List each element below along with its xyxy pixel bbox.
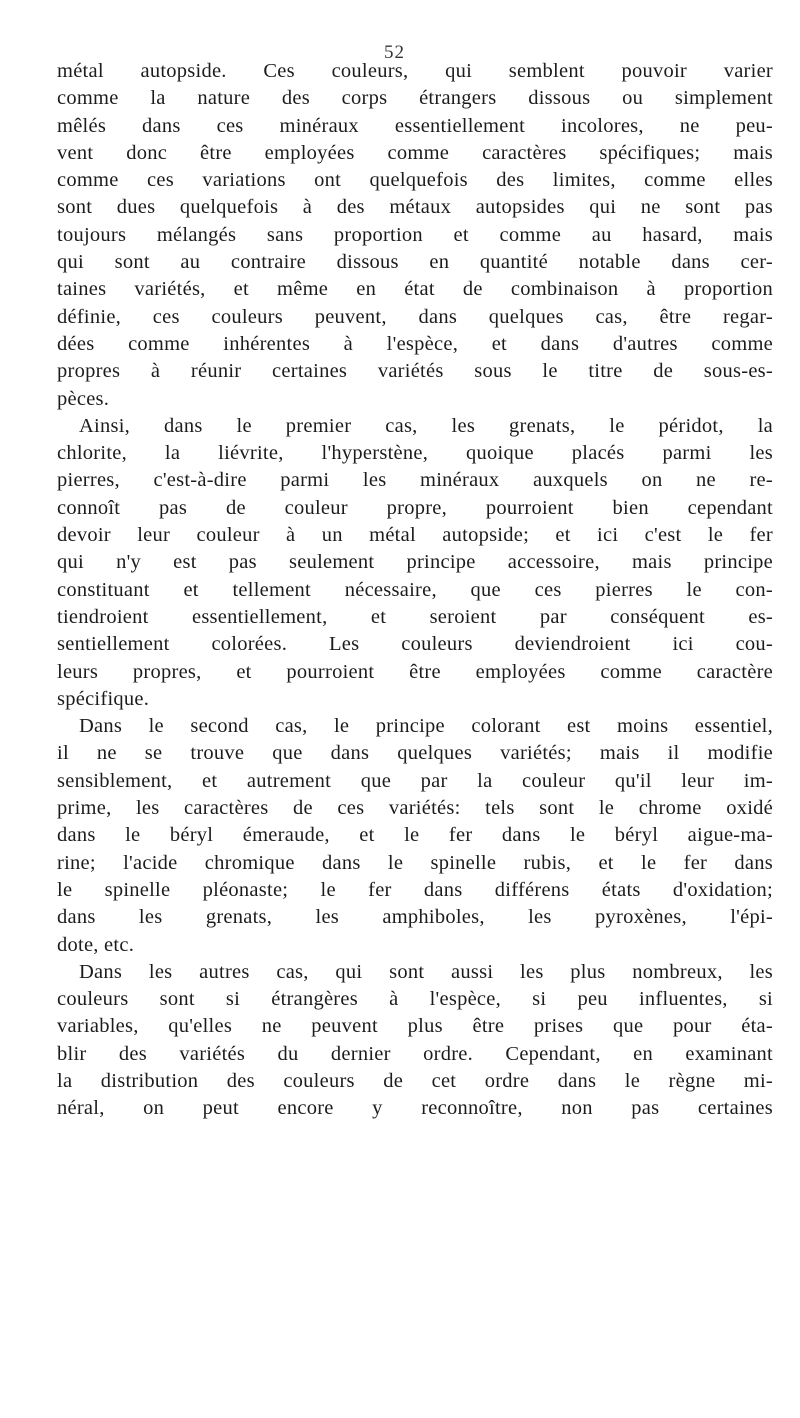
text-line: propres à réunir certaines variétés sous le titre de sous-es-	[57, 360, 773, 383]
text-line: vent donc être employées comme caractères spécifiques; mais	[57, 141, 773, 164]
body-text	[57, 58, 773, 1123]
text-line: Ainsi, dans le premier cas, les grenats, le péridot, la	[79, 414, 773, 437]
text-line: métal autopside. Ces couleurs, qui semblent pouvoir varier	[57, 60, 773, 82]
text-line: Dans le second cas, le principe colorant est moins essentiel,	[79, 715, 773, 738]
text-line: variables, qu'elles ne peuvent plus être prises que pour éta-	[57, 1015, 773, 1038]
text-line: dées comme inhérentes à l'espèce, et dans d'autres comme	[57, 332, 773, 355]
text-line: pèces.	[57, 387, 110, 410]
text-line: dans les grenats, les amphiboles, les pyroxènes, l'épi-	[57, 906, 773, 929]
page-number: 52	[384, 42, 405, 63]
text-line: définie, ces couleurs peuvent, dans quelques cas, être regar-	[57, 305, 773, 328]
text-line: comme ces variations ont quelquefois des limites, comme elles	[57, 169, 773, 192]
text-line: sentiellement colorées. Les couleurs deviendroient ici cou-	[57, 633, 773, 656]
text-line: sont dues quelquefois à des métaux autopsides qui ne sont pas	[57, 196, 773, 219]
text-line: devoir leur couleur à un métal autopside; et ici c'est le fer	[57, 524, 773, 547]
text-line: la distribution des couleurs de cet ordre dans le règne mi-	[57, 1069, 773, 1092]
text-line: tiendroient essentiellement, et seroient par conséquent es-	[57, 605, 773, 628]
text-line: Dans les autres cas, qui sont aussi les plus nombreux, les	[79, 960, 773, 983]
text-line: qui n'y est pas seulement principe accessoire, mais principe	[57, 551, 773, 574]
text-line: toujours mélangés sans proportion et comme au hasard, mais	[57, 223, 773, 246]
text-line: le spinelle pléonaste; le fer dans différens états d'oxidation;	[57, 878, 773, 901]
text-line: il ne se trouve que dans quelques variétés; mais il modifie	[57, 742, 773, 765]
text-line: connoît pas de couleur propre, pourroient bien cependant	[57, 496, 773, 519]
text-line: leurs propres, et pourroient être employées comme caractère	[57, 660, 773, 683]
text-line: prime, les caractères de ces variétés: tels sont le chrome oxidé	[57, 797, 773, 820]
text-line: dote, etc.	[57, 933, 135, 956]
text-line: blir des variétés du dernier ordre. Cependant, en examinant	[57, 1042, 773, 1065]
text-line: taines variétés, et même en état de combinaison à proportion	[57, 278, 773, 301]
text-line: pierres, c'est-à-dire parmi les minéraux auxquels on ne re-	[57, 469, 773, 492]
text-line: mêlés dans ces minéraux essentiellement incolores, ne peu-	[57, 114, 773, 137]
text-line: qui sont au contraire dissous en quantité notable dans cer-	[57, 251, 773, 274]
text-line: rine; l'acide chromique dans le spinelle rubis, et le fer dans	[57, 851, 773, 874]
text-line: constituant et tellement nécessaire, que ces pierres le con-	[57, 578, 773, 601]
text-line: comme la nature des corps étrangers dissous ou simplement	[57, 87, 773, 110]
text-line: couleurs sont si étrangères à l'espèce, si peu influentes, si	[57, 988, 773, 1011]
text-line: sensiblement, et autrement que par la couleur qu'il leur im-	[57, 769, 773, 792]
text-line: néral, on peut encore y reconnoître, non pas certaines	[57, 1097, 773, 1120]
text-line: chlorite, la liévrite, l'hyperstène, quoique placés parmi les	[57, 442, 773, 465]
text-line: dans le béryl émeraude, et le fer dans le béryl aigue-ma-	[57, 824, 773, 847]
text-line: spécifique.	[57, 687, 150, 710]
